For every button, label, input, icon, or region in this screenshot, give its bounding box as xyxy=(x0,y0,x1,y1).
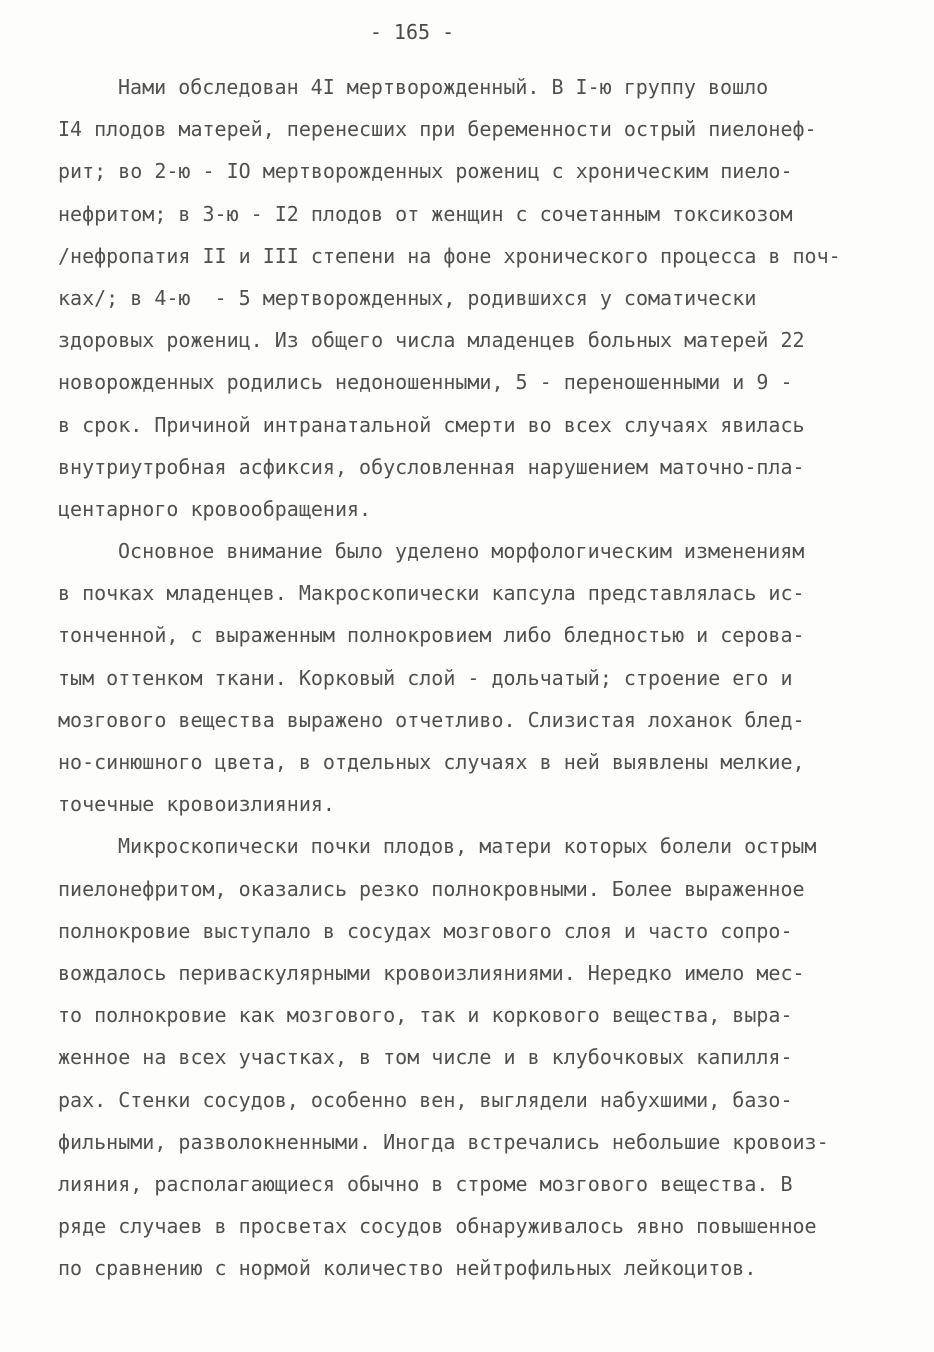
document-body xyxy=(58,66,878,1289)
text-line: здоровых рожениц. Из общего числа младенцев больных матерей 22 xyxy=(58,328,805,353)
paragraph-microscopic-findings xyxy=(58,825,878,1289)
text-line: Микроскопически почки плодов, матери которых болели острым xyxy=(118,834,817,859)
text-line: женное на всех участках, в том числе и в клубочковых капилля- xyxy=(58,1045,793,1070)
text-line: вождалось периваскулярными кровоизлияниями. Нередко имело мес- xyxy=(58,960,805,985)
text-line: но-синюшного цвета, в отдельных случаях в ней выявлены мелкие, xyxy=(58,750,805,774)
text-line: точечные кровоизлияния. xyxy=(58,792,335,817)
text-line: по сравнению с нормой количество нейтрофильных лейкоцитов. xyxy=(58,1256,757,1281)
text-line: пиелонефритом, оказались резко полнокровными. Более выраженное xyxy=(58,876,805,901)
text-line: мозгового вещества выражено отчетливо. Слизистая лоханок блед- xyxy=(58,707,805,732)
text-line: I4 плодов матерей, перенесших при беременности острый пиелонеф- xyxy=(58,117,817,142)
page-number: - 165 - xyxy=(369,20,455,44)
text-line: в срок. Причиной интранатальной смерти во всех случаях явилась xyxy=(58,412,805,437)
text-line: рах. Стенки сосудов, особенно вен, выглядели набухшими, базо- xyxy=(58,1087,793,1112)
text-line: фильными, разволокненными. Иногда встречались небольшие кровоиз- xyxy=(58,1129,829,1154)
text-line: Основное внимание было уделено морфологическим изменениям xyxy=(118,539,805,564)
text-line: ряде случаев в просветах сосудов обнаруживалось явно повышенное xyxy=(58,1214,817,1239)
text-line: тым оттенком ткани. Корковый слой - дольчатый; строение его и xyxy=(58,665,793,690)
text-line: полнокровие выступало в сосудах мозгового слоя и часто сопро- xyxy=(58,918,793,943)
text-line: центарного кровообращения. xyxy=(58,496,372,521)
text-line: тонченной, с выраженным полнокровием либо бледностью и серова- xyxy=(58,623,805,648)
paragraph-stillbirth-groups xyxy=(58,66,878,530)
text-line: то полнокровие как мозгового, так и коркового вещества, выра- xyxy=(58,1003,793,1028)
text-line: нефритом; в 3-ю - I2 плодов от женщин с сочетанным токсикозом xyxy=(58,201,793,226)
text-line: внутриутробная асфиксия, обусловленная нарушением маточно-пла- xyxy=(58,454,805,479)
text-line: новорожденных родились недоношенными, 5 - переношенными и 9 - xyxy=(58,370,793,395)
text-line: рит; во 2-ю - IО мертворожденных рожениц с хроническим пиело- xyxy=(58,159,793,184)
text-line: лияния, располагающиеся обычно в строме мозгового вещества. В xyxy=(58,1171,793,1196)
paragraph-macroscopic-findings xyxy=(58,530,878,825)
text-line: ках/; в 4-ю - 5 мертворожденных, родившихся у соматически xyxy=(58,285,757,310)
text-line: в почках младенцев. Макроскопически капсула представлялась ис- xyxy=(58,581,805,606)
text-line: /нефропатия II и III степени на фоне хронического процесса в поч- xyxy=(58,243,841,268)
text-line: Нами обследован 4I мертворожденный. В I-ю группу вошло xyxy=(118,75,769,99)
